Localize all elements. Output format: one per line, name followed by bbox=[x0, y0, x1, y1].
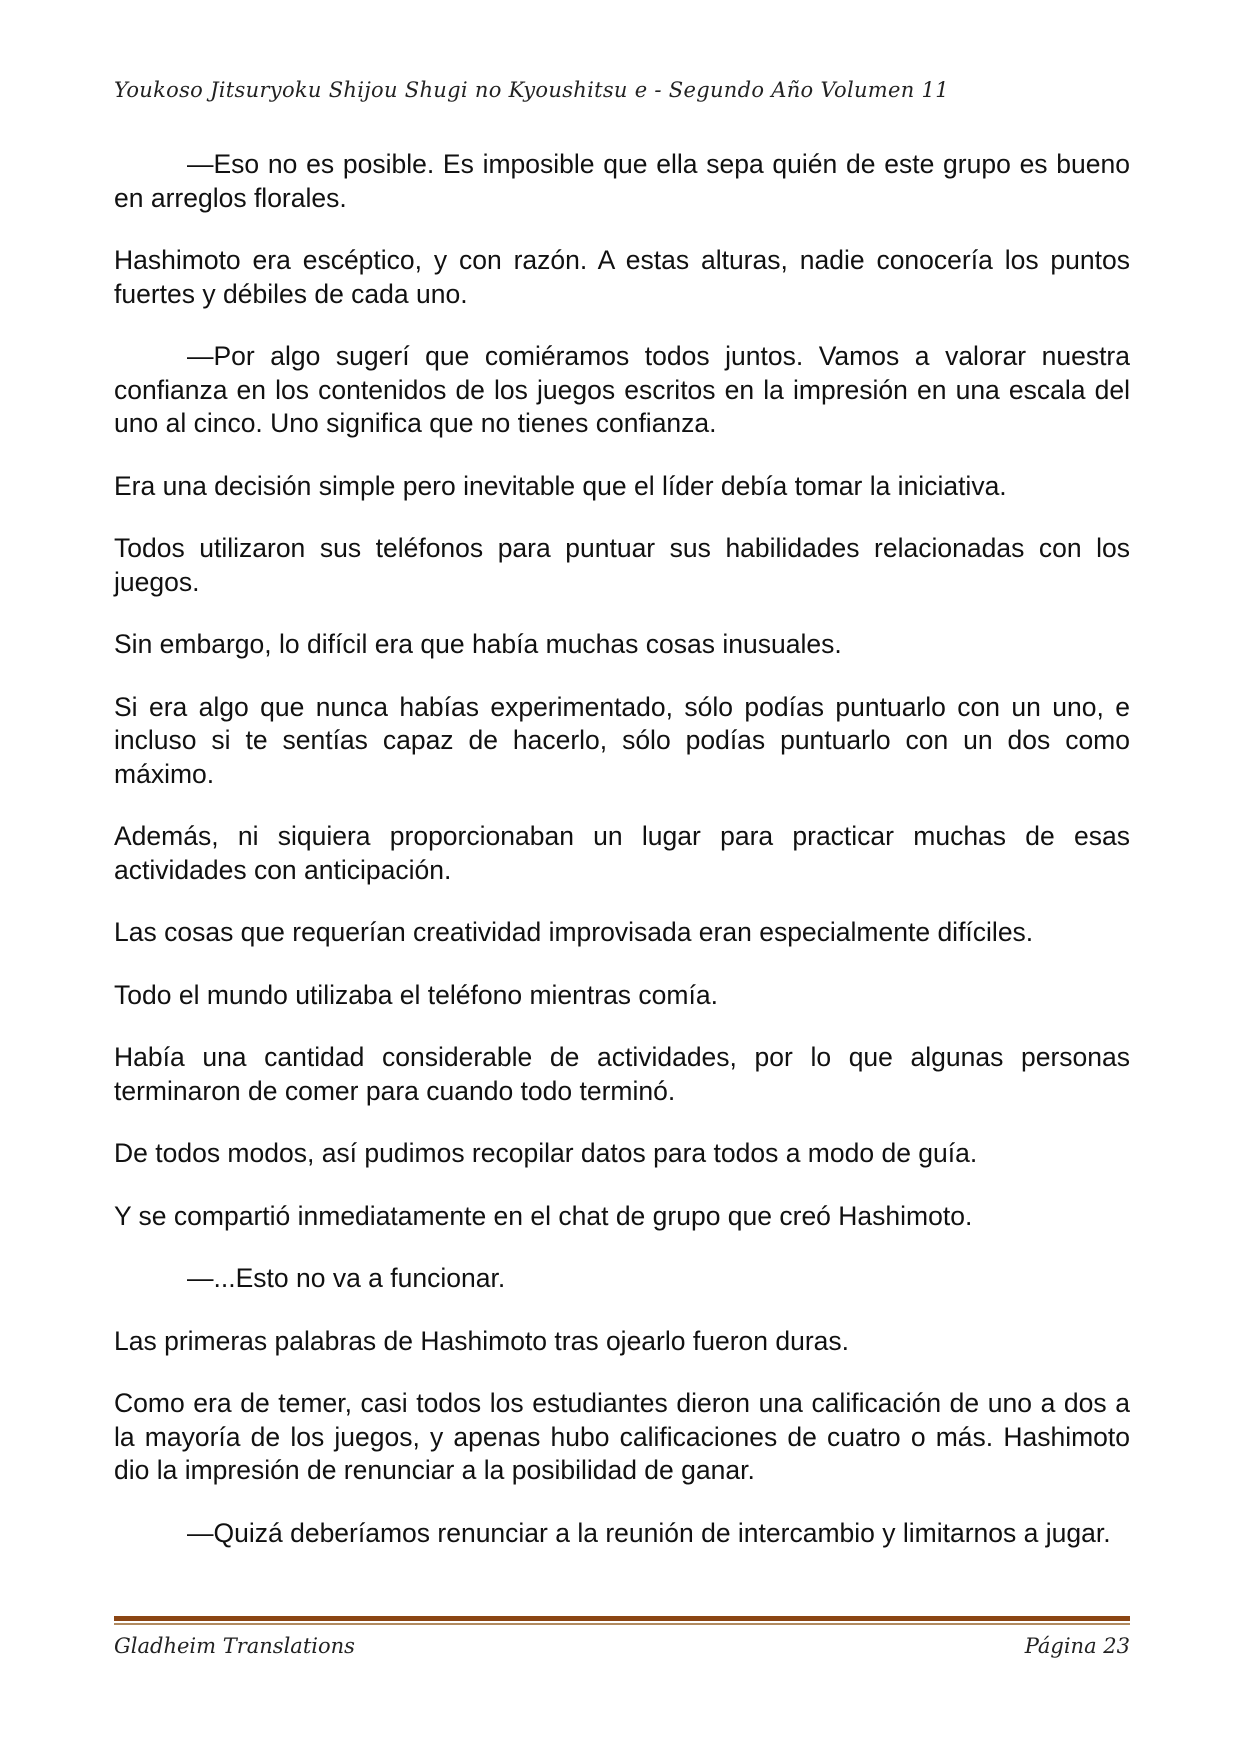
page-body bbox=[114, 148, 1130, 1579]
paragraph: Hashimoto era escéptico, y con razón. A estas alturas, nadie conocería los puntos fuertes y débiles de cada uno. bbox=[114, 245, 1130, 309]
dialogue-paragraph: —Eso no es posible. Es imposible que ella sepa quién de este grupo es bueno en arreglos florales. bbox=[114, 149, 1130, 213]
paragraph: De todos modos, así pudimos recopilar datos para todos a modo de guía. bbox=[114, 1138, 978, 1168]
dialogue-paragraph: —...Esto no va a funcionar. bbox=[187, 1263, 506, 1293]
paragraph: Todo el mundo utilizaba el teléfono mientras comía. bbox=[114, 979, 718, 1010]
dialogue-paragraph: —Quizá deberíamos renunciar a la reunión de intercambio y limitarnos a jugar. bbox=[187, 1517, 1111, 1548]
footer-rule bbox=[114, 1616, 1130, 1621]
paragraph: Era una decisión simple pero inevitable que el líder debía tomar la iniciativa. bbox=[114, 470, 1007, 501]
page-number: Página 23 bbox=[1024, 1634, 1130, 1658]
paragraph: Como era de temer, casi todos los estudiantes dieron una calificación de uno a dos a la mayoría de los juegos, y apenas hubo calificaciones de cuatro o más. Hashimoto dio la impresión de renunciar a la posibilidad de ganar. bbox=[114, 1388, 1130, 1485]
paragraph: Además, ni siquiera proporcionaban un lugar para practicar muchas de esas actividades con anticipación. bbox=[114, 821, 1130, 885]
paragraph: Todos utilizaron sus teléfonos para puntuar sus habilidades relacionadas con los juegos. bbox=[114, 533, 1130, 597]
footer-credit: Gladheim Translations bbox=[114, 1634, 355, 1658]
paragraph: Si era algo que nunca habías experimentado, sólo podías puntuarlo con un uno, e incluso si te sentías capaz de hacerlo, sólo podías puntuarlo con un dos como máximo. bbox=[114, 691, 1130, 789]
footer-rule-thin bbox=[114, 1623, 1130, 1625]
dialogue-paragraph: —Por algo sugerí que comiéramos todos juntos. Vamos a valorar nuestra confianza en los contenidos de los juegos escritos en la impresión en una escala del uno al cinco. Uno significa que no tienes confianza. bbox=[114, 341, 1130, 438]
running-header: Youkoso Jitsuryoku Shijou Shugi no Kyoushitsu e - Segundo Año Volumen 11 bbox=[114, 78, 949, 102]
paragraph: Las primeras palabras de Hashimoto tras ojearlo fueron duras. bbox=[114, 1325, 850, 1356]
paragraph: Y se compartió inmediatamente en el chat de grupo que creó Hashimoto. bbox=[114, 1200, 973, 1231]
paragraph: Había una cantidad considerable de actividades, por lo que algunas personas terminaron de comer para cuando todo terminó. bbox=[114, 1042, 1130, 1106]
paragraph: Las cosas que requerían creatividad improvisada eran especialmente difíciles. bbox=[114, 917, 1034, 947]
paragraph: Sin embargo, lo difícil era que había muchas cosas inusuales. bbox=[114, 629, 842, 659]
